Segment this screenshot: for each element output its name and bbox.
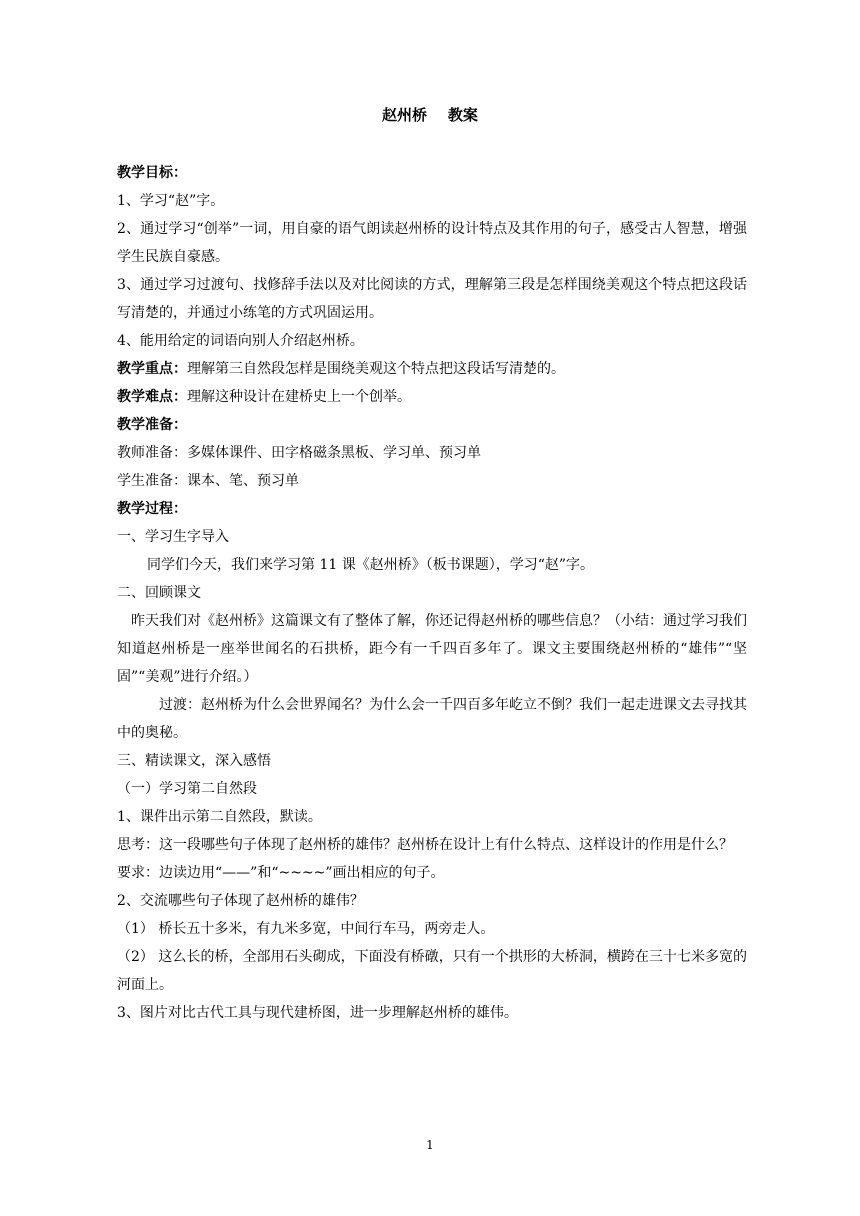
difficulty-text: 理解这种设计在建桥史上一个创举。 [187, 389, 411, 405]
requirement-text: 要求：边读边用“——”和“~~~~”画出相应的句子。 [117, 865, 445, 881]
item3: 3、图片对比古代工具与现代建桥图，进一步理解赵州桥的雄伟。 [117, 1005, 518, 1021]
key-point-text: 理解第三自然段怎样是围绕美观这个特点把这段话写清楚的。 [187, 361, 565, 377]
item1: 1、课件出示第二自然段，默读。 [117, 809, 322, 825]
teacher-prep: 教师准备：多媒体课件、田字格磁条黑板、学习单、预习单 [117, 445, 481, 461]
goals-heading: 教学目标： [117, 165, 187, 181]
step2-heading: 二、回顾课文 [117, 585, 201, 601]
goal-item: 2、通过学习“创举”一词，用自豪的语气朗读赵州桥的设计特点及其作用的句子，感受古人智慧，增强学生民族自豪感。 [117, 221, 747, 265]
goal-item: 4、能用给定的词语向别人介绍赵州桥。 [117, 333, 364, 349]
difficulty-label: 教学难点： [117, 389, 187, 405]
difficulty [117, 383, 747, 411]
transition-text: 过渡：赵州桥为什么会世界闻名？为什么会一千四百多年屹立不倒？我们一起走进课文去寻找其中的奥秘。 [117, 697, 747, 741]
document-body [117, 159, 747, 1027]
quote2: （2） 这么长的桥，全部用石头砌成，下面没有桥礅，只有一个拱形的大桥洞，横跨在三十七米多宽的河面上。 [117, 949, 747, 993]
page-number: 1 [426, 1138, 434, 1152]
key-point [117, 355, 747, 383]
item2: 2、交流哪些句子体现了赵州桥的雄伟？ [117, 893, 364, 909]
step2-text: 昨天我们对《赵州桥》这篇课文有了整体了解，你还记得赵州桥的哪些信息？（小结：通过学习我们知道赵州桥是一座举世闻名的石拱桥，距今有一千四百多年了。课文主要围绕赵州桥的“雄伟”“坚固”“美观”进行介绍。） [117, 613, 747, 685]
sub1-heading: （一）学习第二自然段 [117, 781, 257, 797]
goal-item: 3、通过学习过渡句、找修辞手法以及对比阅读的方式，理解第三段是怎样围绕美观这个特点把这段话写清楚的，并通过小练笔的方式巩固运用。 [117, 277, 747, 321]
process-heading: 教学过程： [117, 501, 187, 517]
goal-item: 1、学习“赵”字。 [117, 193, 225, 209]
student-prep: 学生准备：课本、笔、预习单 [117, 473, 299, 489]
step1-heading: 一、学习生字导入 [117, 529, 229, 545]
step3-heading: 三、精读课文，深入感悟 [117, 753, 271, 769]
quote1: （1） 桥长五十多米，有九米多宽，中间行车马，两旁走人。 [117, 921, 495, 937]
key-point-label: 教学重点： [117, 361, 187, 377]
document-title: 赵州桥 教案 [382, 106, 478, 124]
prep-heading: 教学准备： [117, 417, 187, 433]
thinking-text: 思考：这一段哪些句子体现了赵州桥的雄伟？赵州桥在设计上有什么特点、这样设计的作用是什么？ [117, 837, 733, 853]
step1-text: 同学们今天，我们来学习第 11 课《赵州桥》（板书课题），学习“赵”字。 [147, 557, 595, 573]
